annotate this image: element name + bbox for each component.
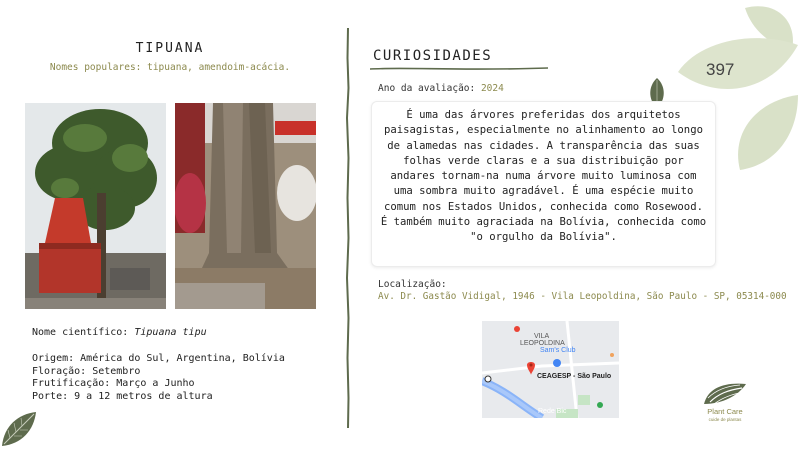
location-label: Localização: — [378, 279, 447, 290]
tree-photo — [25, 103, 166, 309]
trunk-photo — [175, 103, 316, 309]
map-district-line1: VILA — [534, 333, 550, 340]
brand-name: Plant Care — [707, 407, 743, 416]
title-underline — [370, 66, 550, 72]
popular-names: Nomes populares: tipuana, amendoim-acácia. — [49, 62, 291, 73]
brand-tagline: cuide de plantas — [708, 417, 742, 422]
map-district-line2: LEOPOLDINA — [520, 340, 565, 347]
map-poi-bottom: Rede Bic — [538, 408, 567, 415]
origin: Origem: América do Sul, Argentina, Bolívia — [32, 353, 285, 364]
plant-care-logo-icon — [702, 380, 748, 406]
page-number: 397 — [706, 60, 735, 79]
leaf-icon — [0, 408, 40, 448]
section-title: CURIOSIDADES — [373, 48, 493, 64]
location-address[interactable]: Av. Dr. Gastão Vidigal, 1946 - Vila Leopoldina, São Paulo - SP, 05314-000 — [378, 291, 787, 302]
location-map[interactable] — [482, 321, 619, 418]
column-divider — [343, 28, 353, 428]
scientific-value: Tipuana tipu — [134, 327, 207, 338]
leaf-icon — [738, 95, 798, 170]
map-poi-pin: CEAGESP - São Paulo — [537, 373, 612, 380]
year-label: Ano da avaliação: — [378, 83, 481, 94]
leaf-icon — [678, 38, 798, 89]
year-value: 2024 — [480, 83, 504, 94]
tree-name: TIPUANA — [135, 41, 205, 56]
flowering: Floração: Setembro — [32, 365, 141, 377]
curiosities-text: É uma das árvores preferidas dos arquitetos paisagistas, especialmente no alinhamento ao longo de alamedas nas cidades. A transparência das suas folhas verde claras e a sua distribuição por andares tornam-na numa árvore muito luminosa com uma sombra muito agradável. É uma espécie muito comum nos Estados Unidos, conhecida como Rosewood. É também muito agraciada na Bolívia, conhecida como "o orgulho da Bolívia". — [371, 101, 716, 267]
scientific-label: Nome científico: — [32, 327, 135, 338]
scientific-name — [32, 327, 207, 338]
map-poi-store: Sam's Club — [540, 347, 576, 354]
tree-facts — [32, 353, 285, 403]
evaluation-year — [378, 83, 504, 94]
size: Porte: 9 a 12 metros de altura — [32, 390, 213, 402]
fruiting: Frutificação: Março a Junho — [32, 378, 195, 389]
